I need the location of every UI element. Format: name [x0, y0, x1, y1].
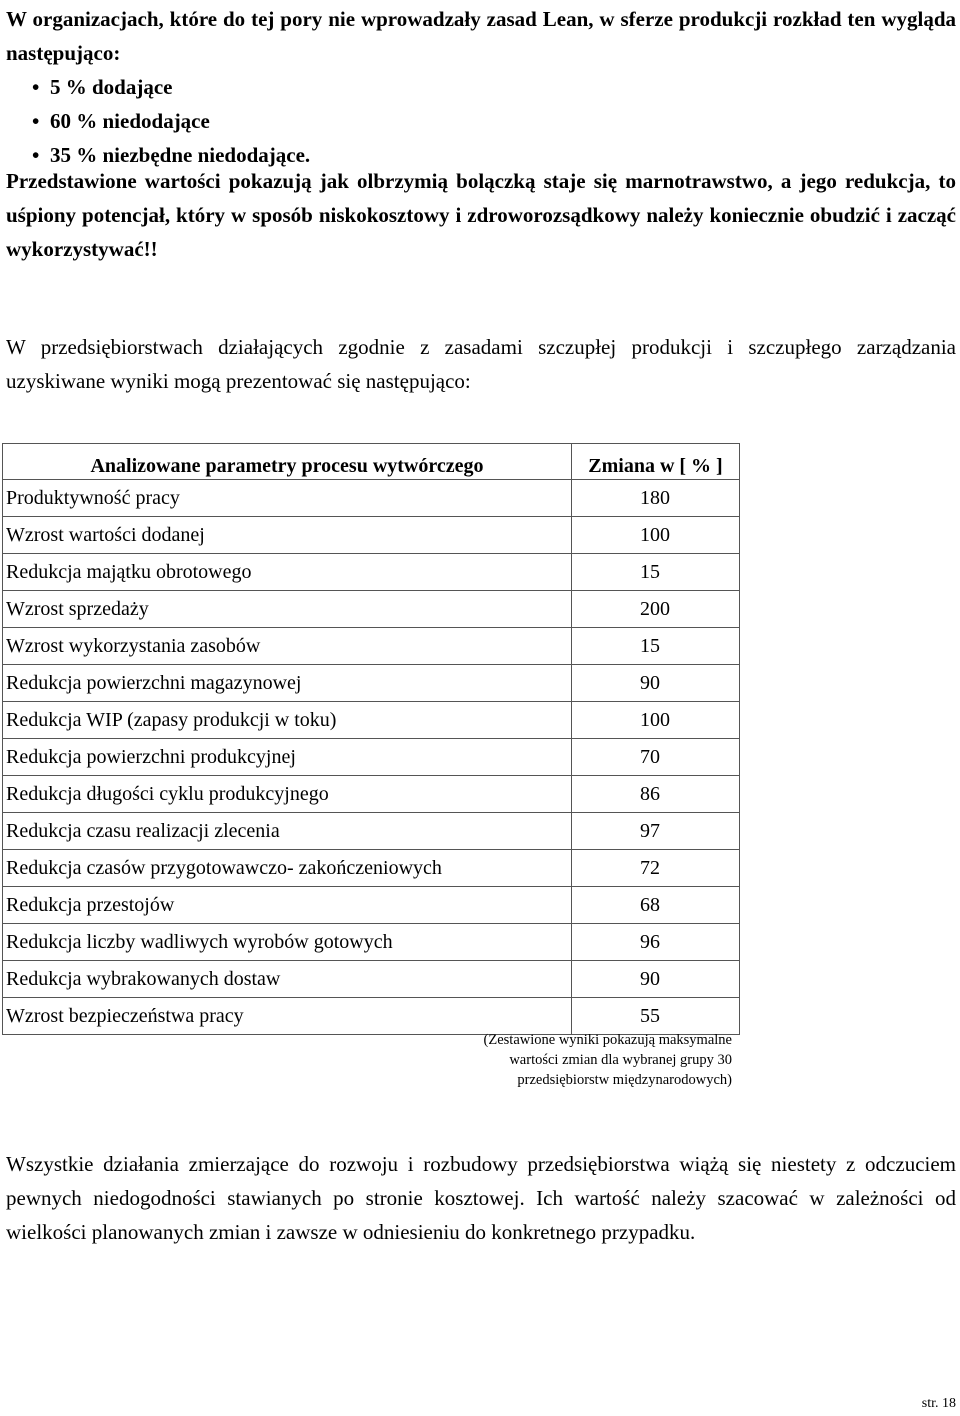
parameter-cell: Redukcja powierzchni produkcyjnej — [3, 739, 572, 776]
bullet-item: • 5 % dodające — [6, 70, 956, 104]
intro-text: W organizacjach, które do tej pory nie wprowadzały zasad Lean, w sferze produkcji rozkład ten wygląda następująco: — [6, 7, 956, 65]
results-intro-paragraph: W przedsiębiorstwach działających zgodnie z zasadami szczupłej produkcji i szczupłego zarządzania uzyskiwane wyniki mogą prezentować się następująco: — [6, 335, 956, 393]
change-value-cell: 97 — [572, 813, 740, 850]
table-row — [3, 813, 740, 850]
table-row — [3, 628, 740, 665]
parameter-cell: Wzrost wartości dodanej — [3, 517, 572, 554]
table-row — [3, 591, 740, 628]
summary-paragraph: Przedstawione wartości pokazują jak olbrzymią bolączką staje się marnotrawstwo, a jego redukcja, to uśpiony potencjał, który w sposób niskokosztowy i zdroworozsądkowy należy koniecznie obudzić i zacząć wykorzystywać!! — [6, 169, 956, 261]
table-row — [3, 702, 740, 739]
table-row — [3, 517, 740, 554]
bullet-item: • 35 % niezbędne niedodające. — [6, 138, 956, 172]
change-value-cell: 55 — [572, 998, 740, 1035]
change-value-cell: 96 — [572, 924, 740, 961]
parameter-cell: Wzrost wykorzystania zasobów — [3, 628, 572, 665]
footnote-line: wartości zmian dla wybranej grupy 30 — [509, 1052, 732, 1068]
table-row — [3, 924, 740, 961]
change-value-cell: 15 — [572, 554, 740, 591]
parameter-cell: Produktywność pracy — [3, 480, 572, 517]
parameter-cell: Redukcja WIP (zapasy produkcji w toku) — [3, 702, 572, 739]
parameter-cell: Redukcja wybrakowanych dostaw — [3, 961, 572, 998]
table-row — [3, 850, 740, 887]
change-value-cell: 86 — [572, 776, 740, 813]
intro-section — [6, 2, 956, 172]
parameter-cell: Redukcja czasów przygotowawczo- zakończeniowych — [3, 850, 572, 887]
change-value-cell: 100 — [572, 702, 740, 739]
table-row — [3, 554, 740, 591]
change-value-cell: 200 — [572, 591, 740, 628]
table-row — [3, 887, 740, 924]
change-value-cell: 70 — [572, 739, 740, 776]
parameter-cell: Redukcja czasu realizacji zlecenia — [3, 813, 572, 850]
bullet-list — [6, 70, 956, 172]
bullet-item: • 60 % niedodające — [6, 104, 956, 138]
change-value-cell: 15 — [572, 628, 740, 665]
parameter-cell: Redukcja długości cyklu produkcyjnego — [3, 776, 572, 813]
parameter-cell: Redukcja majątku obrotowego — [3, 554, 572, 591]
column-header-parameter: Analizowane parametry procesu wytwórczego — [3, 444, 572, 480]
parameter-cell: Redukcja powierzchni magazynowej — [3, 665, 572, 702]
column-header-change: Zmiana w [ % ] — [572, 444, 740, 480]
table-row — [3, 961, 740, 998]
footnote-line: (Zestawione wyniki pokazują maksymalne — [483, 1032, 732, 1048]
table-row — [3, 480, 740, 517]
footnote-line: przedsiębiorstw międzynarodowych) — [517, 1072, 732, 1088]
table-row — [3, 776, 740, 813]
change-value-cell: 68 — [572, 887, 740, 924]
parameter-cell: Wzrost bezpieczeństwa pracy — [3, 998, 572, 1035]
parameter-cell: Redukcja liczby wadliwych wyrobów gotowych — [3, 924, 572, 961]
parameter-cell: Redukcja przestojów — [3, 887, 572, 924]
table-row — [3, 665, 740, 702]
table-footnote — [420, 1030, 732, 1090]
page-number: str. 18 — [921, 1396, 956, 1411]
change-value-cell: 90 — [572, 961, 740, 998]
change-value-cell: 90 — [572, 665, 740, 702]
table-header-row — [3, 444, 740, 480]
table-row — [3, 998, 740, 1035]
change-value-cell: 72 — [572, 850, 740, 887]
results-table — [2, 443, 740, 1035]
change-value-cell: 180 — [572, 480, 740, 517]
parameter-cell: Wzrost sprzedaży — [3, 591, 572, 628]
closing-paragraph: Wszystkie działania zmierzające do rozwoju i rozbudowy przedsiębiorstwa wiążą się niestety z odczuciem pewnych niedogodności stawianych po stronie kosztowej. Ich wartość należy szacować w zależności od wielkości planowanych zmian i zawsze w odniesieniu do konkretnego przypadku. — [6, 1152, 956, 1244]
table-row — [3, 739, 740, 776]
change-value-cell: 100 — [572, 517, 740, 554]
